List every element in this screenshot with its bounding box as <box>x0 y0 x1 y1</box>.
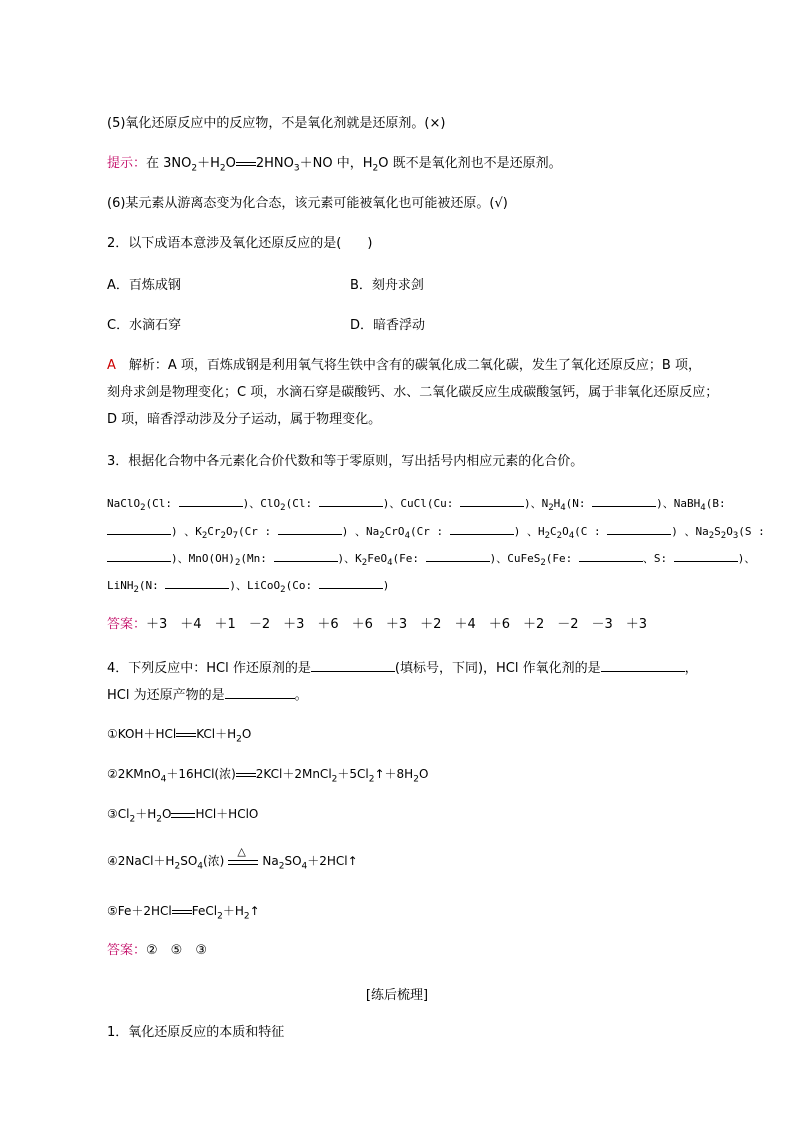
question-2-analysis-1: A 解析：A 项，百炼成钢是利用氧气将生铁中含有的碳氧化成二氧化碳，发生了氧化还原反应；B 项， <box>107 358 701 373</box>
hint-label: 提示： <box>107 156 147 171</box>
formula-line-4: LiNH$_2$(N: )、LiCoO$_2$(Co: ) <box>107 576 389 595</box>
answer-letter: A <box>107 358 116 373</box>
question-2-stem: 2．以下成语本意涉及氧化还原反应的是( ) <box>107 236 373 251</box>
statement-5: (5)氧化还原反应中的反应物，不是氧化剂就是还原剂。(×) <box>107 116 446 131</box>
question-2-analysis-2: 刻舟求剑是物理变化；C 项，水滴石穿是碳酸钙、水、二氧化碳反应生成碳酸氢钙，属于非氧化还原反应； <box>107 385 719 400</box>
formula-line-2: ) 、$K_2Cr_2O_7(Cr$ : ) 、$Na_2CrO_4(Cr$ : ) 、$H_2C_2O_4(C$ : ) 、$Na_2S_2O_3(S$ : <box>107 522 765 541</box>
reaction-2: ②2KMnO$_4$＋16HCl(浓) $2KCl+2MnCl_2+5Cl_2↑+8H_2O$ <box>107 767 429 785</box>
statement-6: (6)某元素从游离态变为化合态，该元素可能被氧化也可能被还原。(√) <box>107 196 508 211</box>
question-3-answer: 答案：＋3 ＋4 ＋1 －2 ＋3 ＋6 ＋6 ＋3 ＋2 ＋4 ＋6 ＋2 －2 －3 ＋3 <box>107 617 648 632</box>
option-b: B．刻舟求剑 <box>350 278 424 293</box>
equals-sign <box>236 159 256 169</box>
question-4-stem-2: HCl 为还原产物的是 。 <box>107 688 308 703</box>
reaction-4: $④2NaCl+H_2SO_4$(浓) △ $Na_2SO_4+2HCl↑$ <box>107 844 358 872</box>
option-a: A．百炼成钢 <box>107 278 181 293</box>
question-4-answer: 答案：② ⑤ ③ <box>107 943 207 958</box>
formula-line-1: NaClO$_2$(Cl: )、ClO$_2$(Cl: )、CuCl(Cu: )、$N_2H_4(N$: )、NaBH$_4$(B: <box>107 494 726 513</box>
formula-line-3: )、$MnO(OH)_2(Mn$: )、$K_2FeO_4(Fe$: )、CuFeS$_2$(Fe: 、S: )、 <box>107 549 755 568</box>
reaction-1: ①KOH＋HCl $KCl+H_2O$ <box>107 727 252 745</box>
question-4-stem-1: 4．下列反应中：HCl 作还原剂的是 (填标号，下同)，HCl 作氧化剂的是 ， <box>107 661 698 676</box>
question-3-stem: 3．根据化合物中各元素化合价代数和等于零原则，写出括号内相应元素的化合价。 <box>107 454 584 469</box>
option-c: C．水滴石穿 <box>107 318 182 333</box>
section-heading-1: 1．氧化还原反应的本质和特征 <box>107 1025 285 1040</box>
option-d: D．暗香浮动 <box>350 318 426 333</box>
reaction-3: $③Cl_2+H_2O$ HCl＋HClO <box>107 807 259 825</box>
reaction-5: ⑤Fe＋2HCl $FeCl_2+H_2↑$ <box>107 904 260 922</box>
question-2-analysis-3: D 项，暗香浮动涉及分子运动，属于物理变化。 <box>107 412 382 427</box>
section-title: [练后梳理] <box>365 988 429 1003</box>
hint: 提示：在 $3NO_2+H_2O$ $2HNO_3+NO$ 中，$H_2O$ 既不是氧化剂也不是还原剂。 <box>107 156 562 174</box>
